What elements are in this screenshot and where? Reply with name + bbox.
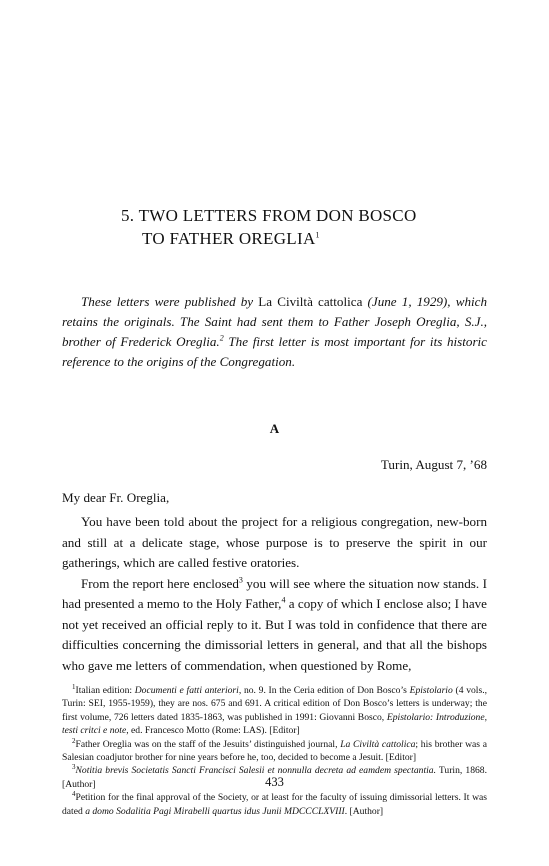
- footnote-number: 2: [72, 736, 76, 745]
- footnote-text: Italian edition:: [75, 685, 135, 696]
- body-text: From the report here enclosed: [81, 575, 239, 591]
- footnote-text: La Civiltà cattolica: [340, 738, 416, 750]
- footnote-text: , no. 9. In the Ceria edition of Don Bosco’s: [238, 685, 410, 696]
- chapter-title-line-2-text: TO FATHER OREGLIA: [142, 229, 316, 248]
- footnotes: [62, 684, 487, 818]
- body-paragraph: [62, 574, 487, 677]
- footnote: [62, 738, 487, 765]
- journal-title: La Civiltà cattolica: [258, 294, 363, 309]
- page-number: 433: [265, 775, 284, 789]
- footnote-number: 4: [72, 790, 76, 799]
- letter-body: [62, 512, 487, 676]
- footnote-number: 3: [72, 763, 76, 772]
- footnote-text: (4 vols., Turin: SEI, 1955-1959), they are nos. 675 and 691. A critical edition of Don Bosco’s letters is underway; the first volume, 726 letters dated 1835-1863, was published in 1991: Giovanni Bosco,: [62, 685, 487, 723]
- body-paragraph: You have been told about the project for a religious congregation, new-born and still at a delicate stage, whose purpose is to preserve the spirit in our gatherings, which are called festive oratories.: [62, 514, 487, 570]
- body-text: you will see where the situation now stands. I had presented a memo to the Holy Father,: [62, 575, 487, 611]
- footnote-text: a domo Sodalitia Pagi Mirabelli quartus idus Junii MDCCCLXVIII: [85, 805, 345, 817]
- footnote-text: . [Author]: [344, 805, 384, 817]
- footnote-text: Petition for the final approval of the Society, or at least for the faculty of issuing dimissorial letters. It was dated: [62, 792, 487, 817]
- footnote-text: Epistolario: Introduzione, testi critci e note: [62, 711, 487, 737]
- intro-text: (June 1, 1929), which retains the originals. The Saint had sent them to Father Joseph Oreglia, S.J., brother of Frederick Oreglia.: [62, 294, 487, 349]
- body-text: a copy of which I enclose also; I have not yet received an official reply to it. But I was told in confidence that there are difficulties concerning the dimissorial letters in general, and that all the bishops who gave me letters of commendation, when questioned by Rome,: [62, 596, 487, 673]
- footnote-text: , ed. Francesco Motto (Rome: LAS). [Editor]: [126, 725, 300, 737]
- footnote-text: Turin, 1868. [Author]: [62, 765, 487, 790]
- intro-text: The first letter is most important for its historic reference to the origins of the Congregation.: [62, 334, 487, 369]
- footnote-text: Notitia brevis Societatis Sancti Francisci Salesii et nonnulla decreta ad eamdem spectantia.: [75, 765, 436, 777]
- section-label: A: [269, 421, 280, 436]
- chapter-title-line-2: [142, 229, 320, 249]
- footnote: [62, 791, 487, 818]
- dateline: Turin, August 7, ’68: [380, 457, 487, 472]
- intro-paragraph: [62, 292, 487, 372]
- footnote-text: Epistolario: [409, 685, 453, 696]
- footnote-ref: 3: [238, 575, 243, 585]
- intro-text: These letters were published by: [81, 294, 259, 309]
- footnote: [62, 684, 487, 738]
- footnote-text: ; his brother was a Salesian coadjutor brother for nine years before he, too, decided to become a Jesuit. [Editor]: [62, 738, 487, 764]
- chapter-title-line-1: 5. TWO LETTERS FROM DON BOSCO: [121, 206, 417, 225]
- footnote-ref: 1: [315, 230, 320, 240]
- footnote-number: 1: [72, 682, 76, 691]
- footnote-ref: 2: [219, 333, 224, 343]
- footnote-text: Documenti e fatti anteriori: [134, 685, 239, 696]
- footnote-text: Father Oreglia was on the staff of the Jesuits’ distinguished journal,: [75, 738, 341, 750]
- footnote-ref: 4: [281, 595, 286, 605]
- salutation: My dear Fr. Oreglia,: [62, 490, 170, 505]
